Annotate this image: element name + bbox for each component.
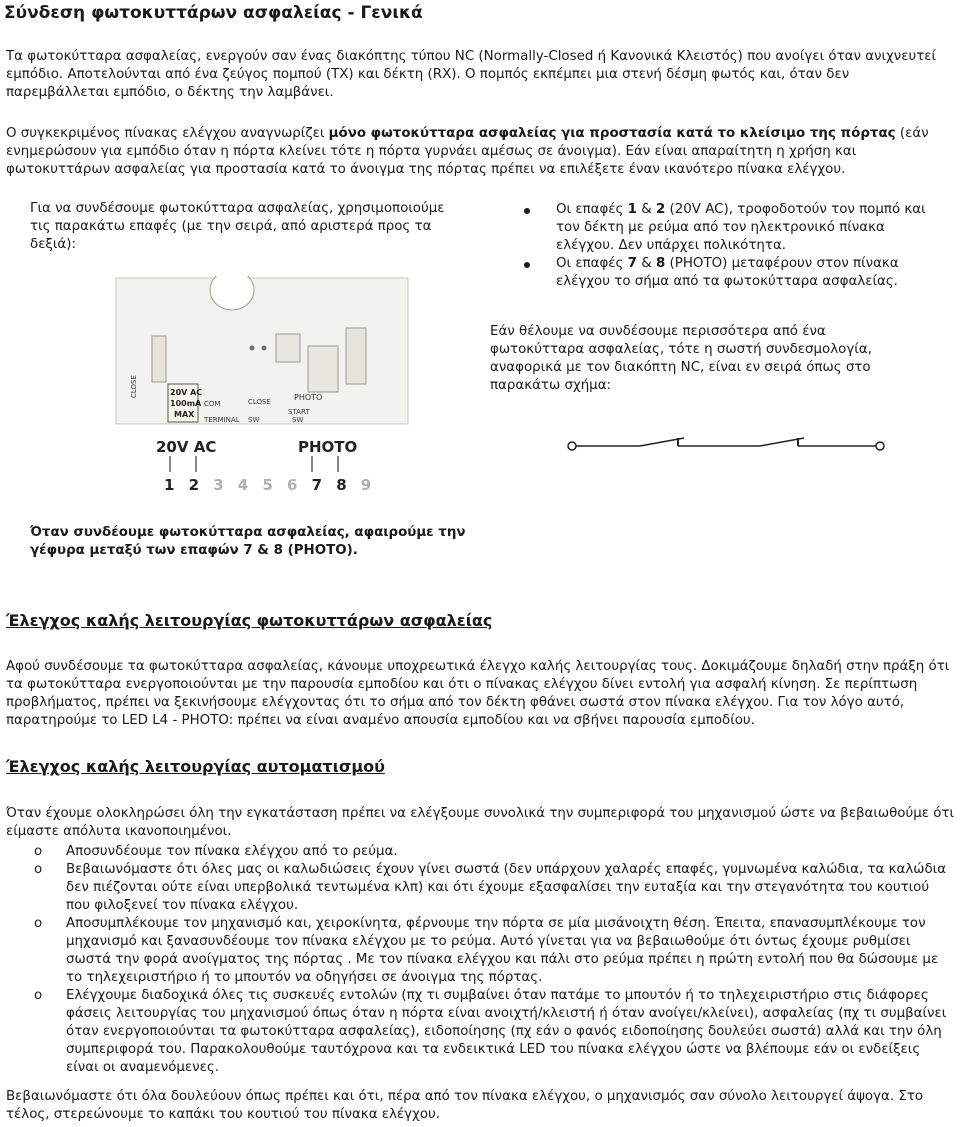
para2-post: (εάν ενημερώσουν για εμπόδιο όταν η πόρτα κλείνει τότε η πόρτα γυρνάει αμέσως σε άνοιγμα). Εάν είναι απαραίτητη η χρήση και φωτοκυττάρων ασφαλείας για προστασία κατά το άνοιγμα της πόρτας πρέπει να επιλέξετε έναν ικανότερο πίνακα ελέγχου. — [6, 126, 929, 177]
board-text: COM — [204, 400, 221, 408]
list-item: o Αποσυνδέουμε τον πίνακα ελέγχου από το ρεύμα. — [34, 844, 398, 859]
terminal-number: 3 — [213, 476, 224, 494]
contacts-list — [520, 201, 940, 291]
list-item: Οι επαφές 7 & 8 (PHOTO) μεταφέρουν στον πίνακα ελέγχου το σήμα από τα φωτοκύτταρα ασφαλείας. — [520, 255, 940, 291]
page-title: Σύνδεση φωτοκυττάρων ασφαλείας - Γενικά — [4, 3, 423, 23]
series-connection-paragraph: Εάν θέλουμε να συνδέσουμε περισσότερα από ένα φωτοκύτταρα ασφαλείας, τότε η σωστή συνδεσμολογία, αναφορικά με τον διακόπτη NC, είναι εν σειρά όπως στο παρακάτω σχήμα: — [490, 324, 872, 393]
series-switch-diagram — [560, 430, 910, 460]
terminal-number: 1 — [164, 476, 175, 494]
para2-bold: μόνο φωτοκύτταρα ασφαλείας για προστασία κατά το κλείσιμο της πόρτας — [328, 126, 896, 141]
bullet-icon — [524, 262, 530, 268]
list-item: Οι επαφές 1 & 2 (20V AC), τροφοδοτούν τον πομπό και τον δέκτη με ρεύμα από τον ηλεκτρονικό πίνακα ελέγχου. Δεν υπάρχει πολικότητα. — [520, 201, 940, 255]
list-marker: o — [34, 844, 43, 859]
terminal-numbers — [164, 476, 371, 494]
board-text: START — [288, 408, 310, 416]
terminal-number: 8 — [336, 476, 347, 494]
control-panel-paragraph — [6, 125, 956, 179]
board-text: 100mA — [170, 399, 202, 408]
list-marker: o — [34, 862, 43, 877]
board-text: PHOTO — [294, 393, 323, 402]
list-marker: o — [34, 916, 43, 931]
section-heading-automation: Έλεγχος καλής λειτουργίας αυτοματισμού — [6, 757, 385, 776]
label-20v-ac: 20V AC — [156, 438, 217, 456]
list-marker: o — [34, 988, 43, 1003]
board-text: SW — [292, 416, 304, 424]
bridge-note: Όταν συνδέουμε φωτοκύτταρα ασφαλείας, αφαιρούμε την γέφυρα μεταξύ των επαφών 7 & 8 (PHOTO). — [30, 525, 466, 558]
board-text: MAX — [174, 410, 195, 419]
label-photo: PHOTO — [298, 438, 358, 456]
board-text: SW — [248, 416, 260, 424]
terminal-number: 6 — [287, 476, 298, 494]
list-item: o Βεβαιωνόμαστε ότι όλες μας οι καλωδιώσεις έχουν γίνει σωστά (δεν υπάρχουν χαλαρές επαφές, γυμνωμένα καλώδια, τα καλώδια δεν πιέζονται ούτε είναι υπερβολικά τεντωμένα κλπ) και ότι έχουμε εξασφαλίσει την ευταξία και την στεγανότητα του κουτιού που φιλοξενεί τον πίνακα ελέγχου. — [34, 862, 947, 913]
automation-intro: Όταν έχουμε ολοκληρώσει όλη την εγκατάσταση πρέπει να ελέγξουμε συνολικά την συμπεριφορά του μηχανισμού ώστε να βεβαιωθούμε ότι είμαστε απόλυτα ικανοποιημένοι. — [6, 806, 955, 839]
terminal-number: 7 — [311, 476, 323, 494]
photocells-check-paragraph: Αφού συνδέσουμε τα φωτοκύτταρα ασφαλείας, κάνουμε υποχρεωτικά έλεγχο καλής λειτουργίας τους. Δοκιμάζουμε δηλαδή στην πράξη ότι τα φωτοκύτταρα ενεργοποιούνται με την παρουσία εμποδίου και ότι ο πίνακας ελέγχου δίνει εντολή για ασφαλή κίνηση. Σε περίπτωση προβλήματος, πρέπει να ξεκινήσουμε ελέγχοντας ότι το σήμα από τον δέκτη φθάνει σωστά στον πίνακα ελέγχου. Για τον λόγο αυτό, παρατηρούμε το LED L4 - PHOTO: πρέπει να είναι αναμένο απουσία εμποδίου και να σβήνει παρουσία εμποδίου. — [6, 659, 950, 728]
terminal-number: 4 — [237, 476, 249, 494]
board-text: 20V AC — [170, 388, 203, 397]
automation-checklist — [34, 843, 954, 1077]
terminal-number: 9 — [360, 476, 372, 494]
section-heading-photocells: Έλεγχος καλής λειτουργίας φωτοκυττάρων ασφαλείας — [6, 611, 493, 630]
intro-paragraph: Τα φωτοκύτταρα ασφαλείας, ενεργούν σαν ένας διακόπτης τύπου NC (Normally-Closed ή Κανονικά Κλειστός) που ανοίγει όταν ανιχνευτεί εμπόδιο. Αποτελούνται από ένα ζεύγος πομπού (TX) και δέκτη (RX). Ο πομπός εκπέμπει μια στενή δέσμη φωτός και, όταν δεν παρεμβάλλεται εμπόδιο, ο δέκτης την λαμβάνει. — [6, 49, 937, 100]
board-text: CLOSE — [248, 398, 271, 406]
bullet-icon — [524, 208, 530, 214]
list-item: o Αποσυμπλέκουμε τον μηχανισμό και, χειροκίνητα, φέρνουμε την πόρτα σε μία μισάνοιχτη θέση. Έπειτα, επανασυμπλέκουμε τον μηχανισμό και ξανασυνδέουμε τον πίνακα ελέγχου με το ρεύμα. Αυτό γίνεται για να βεβαιωθούμε ότι όντως έχουμε ρυθμίσει σωστά την φορά ανοίγματος της πόρτας . Με τον πίνακα ελέγχου και πάλι στο ρεύμα πρέπει η πρώτη εντολή που θα δώσουμε με το τηλεχειριστήριο ή το μπουτόν να οδηγήσει σε άνοιγμα της πόρτας. — [34, 916, 939, 985]
closing-paragraph: Βεβαιωνόμαστε ότι όλα δουλεύουν όπως πρέπει και ότι, πέρα από τον πίνακα ελέγχου, ο μηχανισμός σαν σύνολο λειτουργεί άψογα. Στο τέλος, στερεώνουμε το καπάκι του κουτιού του πίνακα ελέγχου. — [6, 1089, 924, 1122]
contacts-intro: Για να συνδέσουμε φωτοκύτταρα ασφαλείας, χρησιμοποιούμε τις παρακάτω επαφές (με την σειρά, από αριστερά προς τα δεξιά): — [30, 201, 445, 252]
board-text: TERMINAL — [204, 416, 240, 424]
terminal-number: 5 — [262, 476, 273, 494]
board-text: CLOSE — [130, 375, 138, 398]
list-item: o Ελέγχουμε διαδοχικά όλες τις συσκευές εντολών (πχ τι συμβαίνει όταν πατάμε το μπουτόν ή το τηλεχειριστήριο στις διάφορες φάσεις λειτουργίας του μηχανισμού όπως όταν η πόρτα είναι ανοιχτή/κλειστή ή όταν ανοίγει/κλείνει), ασφαλείας (πχ τι συμβαίνει όταν ενεργοποιούνται τα φωτοκύτταρα ασφαλείας), ειδοποίησης (πχ εάν ο φανός ειδοποίησης δουλεύει σωστά) αλλά και την όλη συμπεριφορά του. Παρακολουθούμε ταυτόχρονα και τα ενδεικτικά LED του πίνακα ελέγχου ώστε να βλέπουμε εάν οι ενδείξεις είναι οι αναμενόμενες. — [34, 988, 947, 1075]
para2-pre: Ο συγκεκριμένος πίνακας ελέγχου αναγνωρίζει — [6, 126, 329, 141]
terminal-board-image — [112, 276, 412, 496]
terminal-number: 2 — [188, 476, 200, 494]
